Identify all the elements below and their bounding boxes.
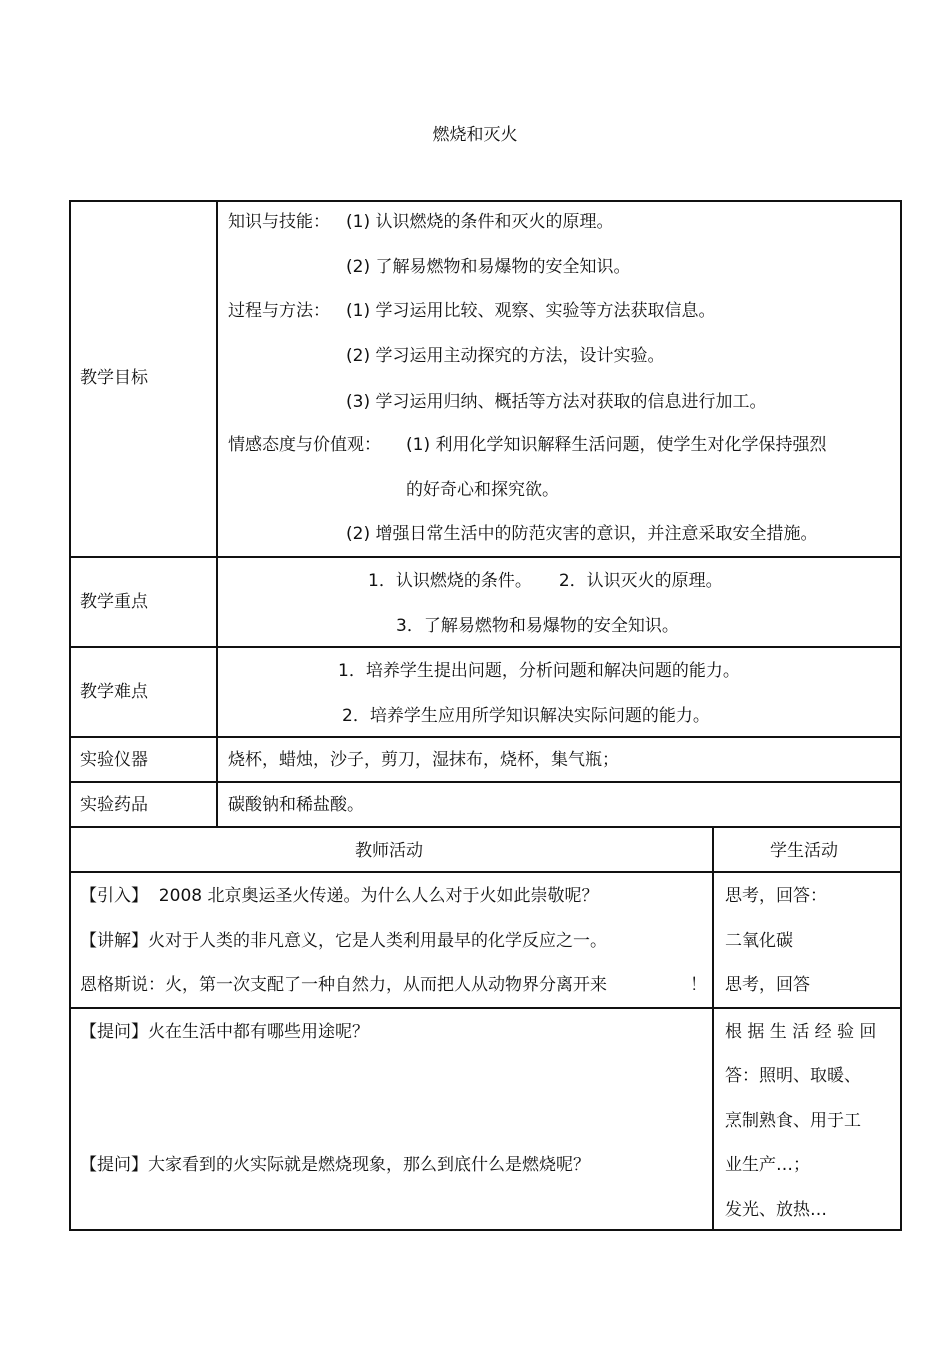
reagents-label: 实验药品 xyxy=(80,795,148,815)
teacher-question-2: 【提问】大家看到的火实际就是燃烧现象，那么到底什么是燃烧呢？ xyxy=(80,1155,590,1175)
objectives-label: 教学目标 xyxy=(80,368,148,388)
table-border xyxy=(69,781,902,783)
emotion-item-1a: (1) 利用化学知识解释生活问题，使学生对化学保持强烈 xyxy=(406,435,827,455)
table-border xyxy=(69,736,902,738)
process-item-1: (1) 学习运用比较、观察、实验等方法获取信息。 xyxy=(346,301,716,321)
knowledge-item-1: (1) 认识燃烧的条件和灭火的原理。 xyxy=(346,212,614,232)
process-item-2: (2) 学习运用主动探究的方法，设计实验。 xyxy=(346,346,665,366)
student-answer-4: 业生产…； xyxy=(725,1155,810,1175)
process-methods-label: 过程与方法： xyxy=(228,301,330,321)
table-border xyxy=(216,200,218,828)
table-border xyxy=(69,556,902,558)
process-item-3: (3) 学习运用归纳、概括等方法对获取的信息进行加工。 xyxy=(346,392,767,412)
knowledge-skills-label: 知识与技能： xyxy=(228,212,330,232)
apparatus-value: 烧杯，蜡烛，沙子，剪刀，湿抹布，烧杯，集气瓶； xyxy=(228,750,619,770)
difficulties-line-2: 2．培养学生应用所学知识解决实际问题的能力。 xyxy=(342,706,710,726)
table-border xyxy=(69,200,71,1231)
key-points-line-1: 1．认识燃烧的条件。 2．认识灭火的原理。 xyxy=(368,571,723,591)
student-answer-5: 发光、放热… xyxy=(725,1200,827,1220)
table-border xyxy=(900,200,902,1231)
difficulties-line-1: 1．培养学生提出问题，分析问题和解决问题的能力。 xyxy=(338,661,740,681)
student-answer-3: 烹制熟食、用于工 xyxy=(725,1111,861,1131)
emotion-item-2: (2) 增强日常生活中的防范灾害的意识，并注意采取安全措施。 xyxy=(346,524,818,544)
student-response-3: 思考，回答 xyxy=(725,975,810,995)
table-border xyxy=(69,1229,902,1231)
table-border xyxy=(69,1007,902,1009)
student-response-2: 二氧化碳 xyxy=(725,931,793,951)
table-border xyxy=(712,826,714,1231)
table-border xyxy=(69,826,902,828)
knowledge-item-2: (2) 了解易燃物和易爆物的安全知识。 xyxy=(346,257,631,277)
reagents-value: 碳酸钠和稀盐酸。 xyxy=(228,795,364,815)
table-border xyxy=(69,871,902,873)
teacher-engels-quote: 恩格斯说：火，第一次支配了一种自然力，从而把人从动物界分离开来 xyxy=(80,975,607,995)
teacher-activity-header: 教师活动 xyxy=(355,841,423,861)
document-title: 燃烧和灭火 xyxy=(432,125,518,145)
student-answer-1: 根 据 生 活 经 验 回 xyxy=(725,1022,877,1042)
emotion-item-1b: 的好奇心和探究欲。 xyxy=(406,480,559,500)
student-activity-header: 学生活动 xyxy=(770,841,838,861)
teacher-intro: 【引入】 2008 北京奥运圣火传递。为什么人么对于火如此崇敬呢？ xyxy=(80,886,599,906)
teacher-question-1: 【提问】火在生活中都有哪些用途呢？ xyxy=(80,1022,369,1042)
teacher-explain: 【讲解】火对于人类的非凡意义，它是人类利用最早的化学反应之一。 xyxy=(80,931,607,951)
apparatus-label: 实验仪器 xyxy=(80,750,148,770)
difficulties-label: 教学难点 xyxy=(80,682,148,702)
student-response-1: 思考，回答： xyxy=(725,886,827,906)
student-answer-2: 答：照明、取暖、 xyxy=(725,1066,861,1086)
table-border xyxy=(69,200,902,202)
key-points-label: 教学重点 xyxy=(80,592,148,612)
key-points-line-2: 3．了解易燃物和易爆物的安全知识。 xyxy=(396,616,679,636)
table-border xyxy=(69,646,902,648)
teacher-engels-quote-end: ！ xyxy=(690,975,707,995)
emotion-values-label: 情感态度与价值观： xyxy=(228,435,381,455)
